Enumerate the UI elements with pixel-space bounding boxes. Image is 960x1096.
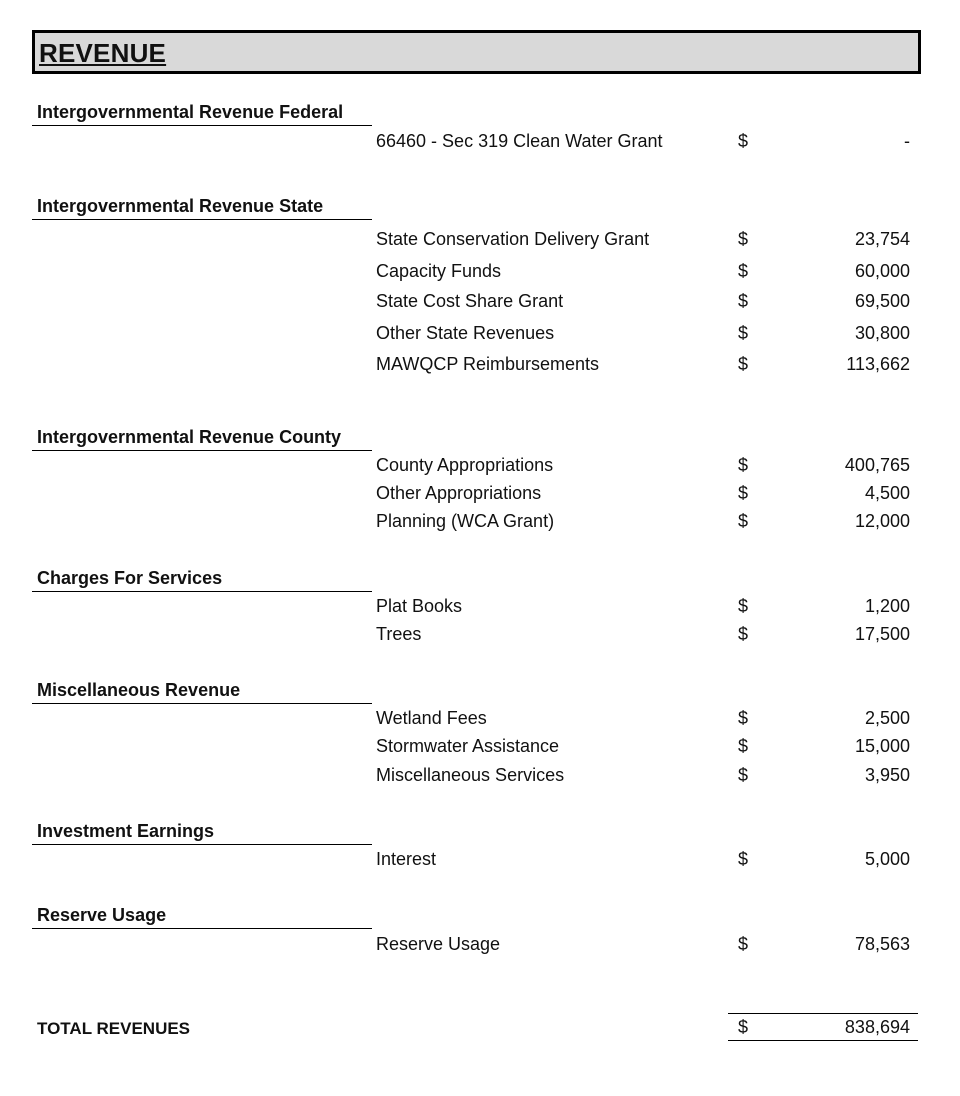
line-item-amount: 30,800 (854, 323, 910, 343)
category-heading-investment-earnings: Investment Earnings (32, 821, 372, 845)
category-heading-federal: Intergovernmental Revenue Federal (32, 102, 372, 126)
line-item-amount: 15,000 (854, 736, 910, 756)
line-item (376, 483, 910, 505)
line-item (376, 131, 910, 153)
category-heading-county: Intergovernmental Revenue County (32, 427, 372, 451)
line-item-label: Other State Revenues (376, 323, 555, 343)
line-item-amount: 23,754 (854, 229, 910, 249)
line-item-amount: 4,500 (864, 483, 910, 503)
line-item (376, 455, 910, 477)
line-item-amount: 60,000 (854, 261, 910, 281)
currency-symbol: $ (738, 596, 749, 616)
line-item (376, 354, 910, 376)
currency-symbol: $ (738, 131, 749, 151)
line-item-label: Capacity Funds (376, 261, 502, 281)
total-revenues-label: TOTAL REVENUES (37, 1019, 191, 1038)
total-revenues-box (728, 1013, 918, 1041)
currency-symbol: $ (738, 624, 749, 644)
line-item (376, 323, 910, 345)
total-revenues-amount: 838,694 (844, 1017, 910, 1037)
category-heading-reserve-usage: Reserve Usage (32, 905, 372, 929)
line-item (376, 511, 910, 533)
line-item (376, 849, 910, 871)
currency-symbol: $ (738, 849, 749, 869)
currency-symbol: $ (738, 511, 749, 531)
currency-symbol: $ (738, 229, 749, 249)
line-item (376, 229, 910, 251)
currency-symbol: $ (738, 354, 749, 374)
line-item-label: Miscellaneous Services (376, 765, 565, 785)
line-item-amount: - (904, 131, 910, 151)
line-item-amount: 3,950 (864, 765, 910, 785)
line-item (376, 291, 910, 313)
line-item (376, 596, 910, 618)
line-item-label: State Conservation Delivery Grant (376, 229, 650, 249)
line-item-amount: 78,563 (854, 934, 910, 954)
line-item-label: Planning (WCA Grant) (376, 511, 555, 531)
line-item-label: Reserve Usage (376, 934, 501, 954)
line-item-amount: 1,200 (864, 596, 910, 616)
line-item-label: MAWQCP Reimbursements (376, 354, 600, 374)
line-item-amount: 113,662 (846, 354, 910, 374)
line-item-amount: 17,500 (854, 624, 910, 644)
line-item (376, 934, 910, 956)
line-item-amount: 69,500 (854, 291, 910, 311)
page-title: REVENUE (39, 38, 167, 68)
currency-symbol: $ (738, 483, 749, 503)
line-item-label: Plat Books (376, 596, 463, 616)
title-bar (32, 30, 921, 74)
line-item (376, 736, 910, 758)
line-item-label: County Appropriations (376, 455, 554, 475)
currency-symbol: $ (738, 1017, 749, 1037)
category-heading-miscellaneous-revenue: Miscellaneous Revenue (32, 680, 372, 704)
currency-symbol: $ (738, 291, 749, 311)
line-item (376, 765, 910, 787)
currency-symbol: $ (738, 736, 749, 756)
line-item-label: Interest (376, 849, 437, 869)
line-item (376, 708, 910, 730)
line-item-label: Wetland Fees (376, 708, 487, 728)
category-heading-charges-for-services: Charges For Services (32, 568, 372, 592)
line-item-amount: 400,765 (844, 455, 910, 475)
line-item (376, 261, 910, 283)
line-item-label: State Cost Share Grant (376, 291, 564, 311)
line-item-amount: 2,500 (864, 708, 910, 728)
line-item-label: Other Appropriations (376, 483, 542, 503)
line-item-label: Trees (376, 624, 422, 644)
line-item-amount: 12,000 (854, 511, 910, 531)
line-item-label: 66460 - Sec 319 Clean Water Grant (376, 131, 663, 151)
line-item (376, 624, 910, 646)
currency-symbol: $ (738, 261, 749, 281)
currency-symbol: $ (738, 934, 749, 954)
currency-symbol: $ (738, 323, 749, 343)
currency-symbol: $ (738, 455, 749, 475)
currency-symbol: $ (738, 765, 749, 785)
line-item-amount: 5,000 (864, 849, 910, 869)
currency-symbol: $ (738, 708, 749, 728)
line-item-label: Stormwater Assistance (376, 736, 560, 756)
category-heading-state: Intergovernmental Revenue State (32, 196, 372, 220)
